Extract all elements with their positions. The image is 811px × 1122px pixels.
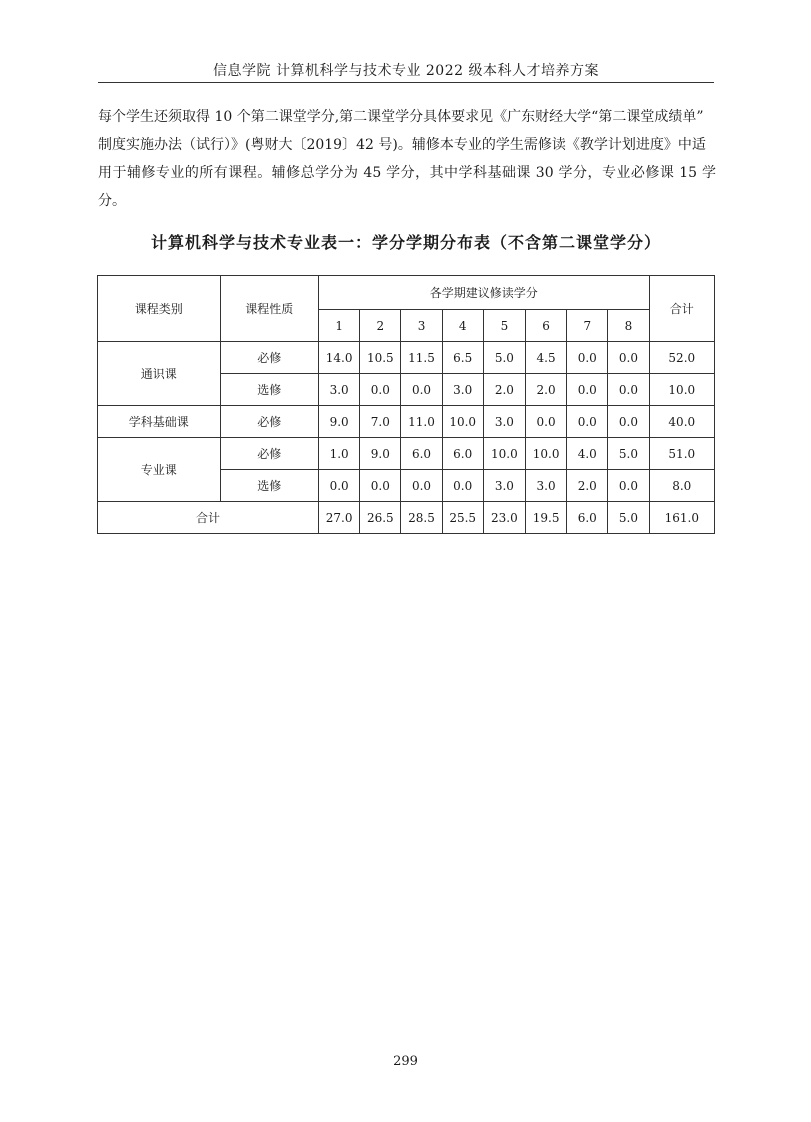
row-total-cell: 52.0 <box>649 342 714 374</box>
table-row <box>98 438 715 470</box>
header-semester-5: 5 <box>483 310 525 342</box>
credit-cell: 10.0 <box>526 438 567 470</box>
table-row-total <box>98 502 715 534</box>
credit-cell: 3.0 <box>526 470 567 502</box>
credit-cell: 0.0 <box>401 470 442 502</box>
header-semesters-title: 各学期建议修读学分 <box>319 276 650 310</box>
header-semester-3: 3 <box>401 310 442 342</box>
category-cell: 专业课 <box>98 438 221 502</box>
credit-cell: 2.0 <box>567 470 608 502</box>
credit-distribution-table <box>97 275 715 534</box>
credit-cell: 0.0 <box>608 406 649 438</box>
credit-cell: 0.0 <box>567 374 608 406</box>
credit-cell: 4.0 <box>567 438 608 470</box>
credit-cell: 7.0 <box>360 406 401 438</box>
table-row <box>98 406 715 438</box>
credit-cell: 0.0 <box>608 342 649 374</box>
body-paragraph <box>98 103 716 215</box>
credit-cell: 3.0 <box>319 374 360 406</box>
header-semester-2: 2 <box>360 310 401 342</box>
header-semester-7: 7 <box>567 310 608 342</box>
header-semester-4: 4 <box>442 310 483 342</box>
credit-cell: 0.0 <box>567 342 608 374</box>
category-cell: 通识课 <box>98 342 221 406</box>
page-number: 299 <box>393 1054 418 1069</box>
credit-cell: 0.0 <box>360 470 401 502</box>
credit-cell: 3.0 <box>483 470 525 502</box>
header-semester-6: 6 <box>526 310 567 342</box>
body-line: 每个学生还须取得 10 个第二课堂学分,第二课堂学分具体要求见《广东财经大学“第二课堂成绩单” <box>98 109 704 125</box>
credit-cell: 10.0 <box>442 406 483 438</box>
credit-cell: 14.0 <box>319 342 360 374</box>
nature-cell: 必修 <box>220 342 318 374</box>
footer-label-cell: 合计 <box>98 502 319 534</box>
credit-cell: 5.0 <box>608 502 649 534</box>
credit-cell: 0.0 <box>360 374 401 406</box>
body-line: 用于辅修专业的所有课程。辅修总学分为 45 学分，其中学科基础课 30 学分，专业必修课 15 学分。 <box>98 165 716 209</box>
nature-cell: 选修 <box>220 374 318 406</box>
credit-cell: 11.0 <box>401 406 442 438</box>
credit-cell: 27.0 <box>319 502 360 534</box>
credit-cell: 0.0 <box>526 406 567 438</box>
credit-cell: 0.0 <box>567 406 608 438</box>
table-row <box>98 342 715 374</box>
credit-cell: 0.0 <box>608 470 649 502</box>
grand-total-cell: 161.0 <box>649 502 714 534</box>
header-rule <box>98 82 714 83</box>
credit-cell: 19.5 <box>526 502 567 534</box>
nature-cell: 必修 <box>220 406 318 438</box>
nature-cell: 选修 <box>220 470 318 502</box>
credit-cell: 6.0 <box>567 502 608 534</box>
credit-cell: 6.5 <box>442 342 483 374</box>
credit-cell: 9.0 <box>360 438 401 470</box>
running-header: 信息学院 计算机科学与技术专业 2022 级本科人才培养方案 <box>213 63 599 79</box>
credit-cell: 2.0 <box>483 374 525 406</box>
header-total: 合计 <box>649 276 714 342</box>
nature-cell: 必修 <box>220 438 318 470</box>
credit-cell: 11.5 <box>401 342 442 374</box>
row-total-cell: 51.0 <box>649 438 714 470</box>
body-line: 制度实施办法（试行）》(粤财大〔2019〕42 号)。辅修本专业的学生需修读《教学计划进度》中适 <box>98 137 706 153</box>
credit-cell: 0.0 <box>442 470 483 502</box>
credit-cell: 26.5 <box>360 502 401 534</box>
header-course-nature: 课程性质 <box>220 276 318 342</box>
credit-cell: 5.0 <box>608 438 649 470</box>
credit-cell: 0.0 <box>401 374 442 406</box>
credit-cell: 2.0 <box>526 374 567 406</box>
credit-cell: 6.0 <box>401 438 442 470</box>
credit-cell: 3.0 <box>442 374 483 406</box>
credit-cell: 3.0 <box>483 406 525 438</box>
credit-cell: 5.0 <box>483 342 525 374</box>
credit-cell: 1.0 <box>319 438 360 470</box>
credit-cell: 10.5 <box>360 342 401 374</box>
header-course-category: 课程类别 <box>98 276 221 342</box>
row-total-cell: 10.0 <box>649 374 714 406</box>
credit-cell: 25.5 <box>442 502 483 534</box>
credit-cell: 10.0 <box>483 438 525 470</box>
credit-cell: 0.0 <box>319 470 360 502</box>
credit-cell: 4.5 <box>526 342 567 374</box>
table-title: 计算机科学与技术专业表一：学分学期分布表（不含第二课堂学分） <box>150 233 661 252</box>
credit-cell: 6.0 <box>442 438 483 470</box>
row-total-cell: 8.0 <box>649 470 714 502</box>
row-total-cell: 40.0 <box>649 406 714 438</box>
credit-cell: 9.0 <box>319 406 360 438</box>
category-cell: 学科基础课 <box>98 406 221 438</box>
credit-cell: 23.0 <box>483 502 525 534</box>
credit-cell: 0.0 <box>608 374 649 406</box>
credit-cell: 28.5 <box>401 502 442 534</box>
header-semester-1: 1 <box>319 310 360 342</box>
header-semester-8: 8 <box>608 310 649 342</box>
